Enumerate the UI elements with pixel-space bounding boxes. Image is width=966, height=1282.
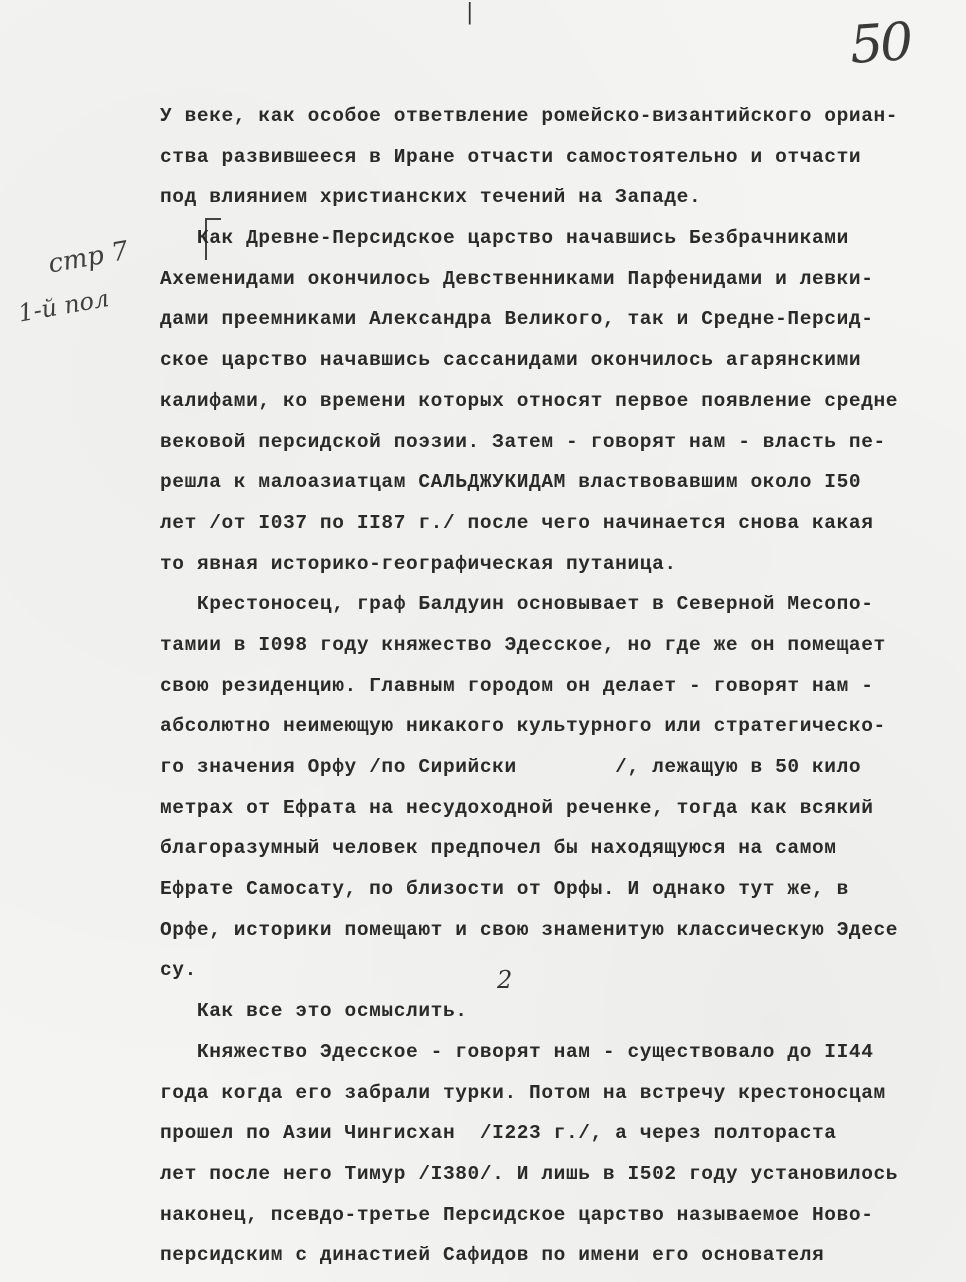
text-line: лет /от I037 по II87 г./ после чего начинается снова какая	[160, 511, 874, 534]
text-line: Ахеменидами окончилось Девственниками Парфенидами и левки-	[160, 267, 874, 290]
text-line: под влиянием христианских течений на Западе.	[160, 186, 702, 209]
text-line: ское царство начавшись сассанидами окончилось агарянскими	[160, 349, 862, 372]
text-line: Как все это осмыслить.	[160, 1000, 468, 1023]
text-line: вековой персидской поэзии. Затем - говорят нам - власть пе-	[160, 430, 886, 453]
text-line: тамии в I098 году княжество Эдесское, но где же он помещает	[160, 633, 886, 656]
text-line: су.	[160, 959, 197, 982]
text-line: абсолютно неимеющую никакого культурного или стратегическо-	[160, 715, 886, 738]
text-line: ства развившееся в Иране отчасти самостоятельно и отчасти	[160, 145, 862, 168]
text-line: У веке, как особое ответвление ромейско-византийского ориан-	[160, 105, 899, 127]
text-line: дами преемниками Александра Великого, так и Средне-Персид-	[160, 308, 874, 331]
text-line: свою резиденцию. Главным городом он делает - говорят нам -	[160, 674, 874, 697]
text-line: персидским с династией Сафидов по имени его основателя	[160, 1244, 825, 1267]
text-line: года когда его забрали турки. Потом на встречу крестоносцам	[160, 1081, 886, 1104]
text-line: Как Древне-Персидское царство начавшись Безбрачниками	[160, 227, 849, 250]
margin-note-line-2: 1-й пол	[16, 284, 112, 328]
text-line: решла к малоазиатцам САЛЬДЖУКИДАМ властвовавшим около I50	[160, 471, 862, 494]
text-line: прошел по Азии Чингисхан /I223 г./, а через полтораста	[160, 1122, 837, 1145]
inline-handwritten-mark: 2	[497, 966, 513, 994]
typewritten-text	[160, 96, 960, 1276]
text-line: благоразумный человек предпочел бы находящуюся на самом	[160, 837, 837, 860]
page-number: 50	[847, 11, 913, 77]
text-line: Ефрате Самосату, по близости от Орфы. И однако тут же, в	[160, 878, 849, 901]
text-line: калифами, ко времени которых относят первое появление средне	[160, 389, 899, 412]
text-line: Орфе, историки помещают и свою знаменитую классическую Эдесе	[160, 918, 899, 941]
text-line: го значения Орфу /по Сирийски /, лежащую в 50 кило	[160, 756, 862, 778]
text-line: лет после него Тимур /I380/. И лишь в I502 году установилось	[160, 1162, 899, 1185]
top-mark: |	[466, 0, 474, 25]
text-line: наконец, псевдо-третье Персидское царство называемое Ново-	[160, 1203, 874, 1226]
text-line: то явная историко-географическая путаница.	[160, 552, 677, 575]
text-line: Крестоносец, граф Балдуин основывает в Северной Месопо-	[160, 593, 874, 616]
text-line: метрах от Ефрата на несудоходной реченке, тогда как всякий	[160, 796, 874, 819]
margin-note-line-1: стр 7	[46, 235, 131, 280]
text-line: Княжество Эдесское - говорят нам - существовало до II44	[160, 1040, 874, 1063]
